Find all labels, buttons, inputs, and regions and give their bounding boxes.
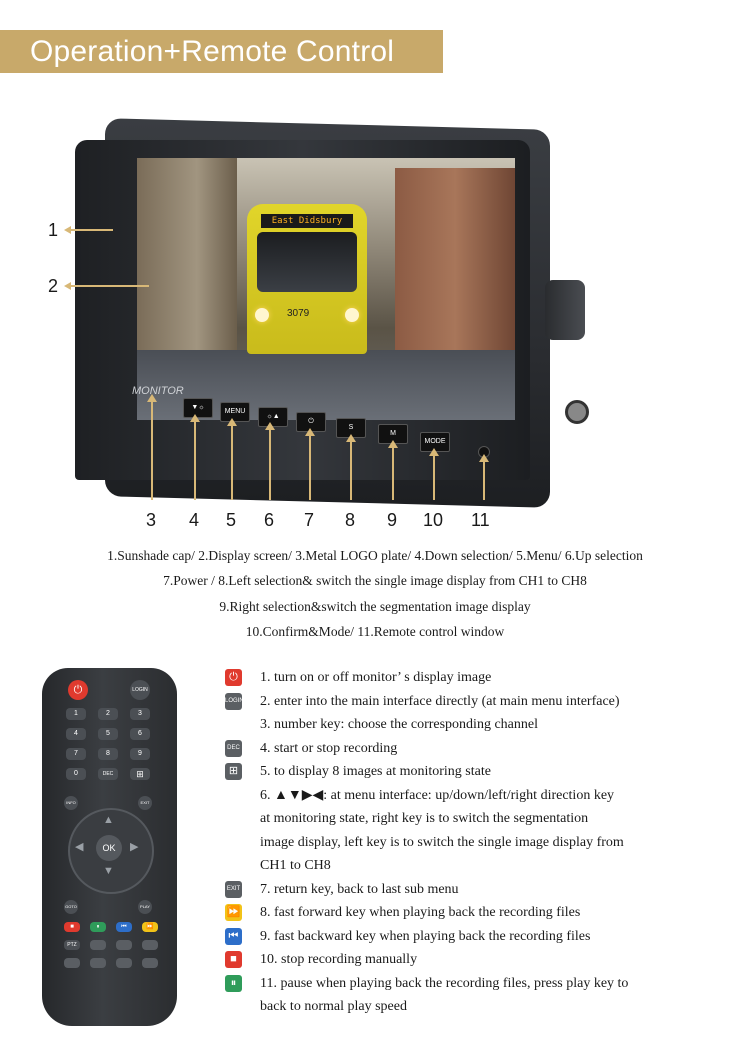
grid-icon: ⊞: [225, 763, 242, 780]
list-item: [225, 995, 745, 1019]
remote-blank-button[interactable]: [116, 958, 132, 968]
callout-arrowhead-3: [147, 394, 157, 402]
callout-arrow-1: [64, 226, 71, 234]
remote-blank-button[interactable]: [142, 958, 158, 968]
exit-icon: EXIT: [225, 881, 242, 898]
callout-line-9: [392, 446, 394, 500]
building-right: [395, 168, 515, 368]
pause-icon: ⏸: [225, 975, 242, 992]
callout-line-4: [194, 420, 196, 500]
title-banner: [0, 30, 443, 73]
remote-digit-5[interactable]: 5: [98, 728, 118, 740]
fast-backward-icon[interactable]: ⏮: [116, 922, 132, 932]
list-item: [225, 760, 745, 784]
remote-blank-button[interactable]: [90, 958, 106, 968]
list-item: [225, 948, 745, 972]
list-item: [225, 831, 745, 855]
remote-blank-button[interactable]: [116, 940, 132, 950]
left-arrow-icon[interactable]: ◀: [75, 841, 84, 853]
tram-sign: East Didsbury: [261, 214, 353, 228]
down-button[interactable]: ▼☼: [183, 398, 213, 418]
list-item-text: CH1 to CH8: [260, 858, 331, 873]
list-item-text: 7. return key, back to last sub menu: [260, 881, 459, 897]
remote-blank-button[interactable]: [142, 940, 158, 950]
callout-line-8: [350, 440, 352, 500]
monitor-illustration: [0, 110, 750, 535]
fast-forward-icon: ⏩: [225, 904, 242, 921]
list-item: [225, 666, 745, 690]
callout-5: 5: [226, 510, 237, 530]
dec-icon: DEC: [225, 740, 242, 757]
callout-line-7: [309, 434, 311, 500]
display-screen: [137, 158, 515, 420]
remote-digit-8[interactable]: 8: [98, 748, 118, 760]
remote-digit-7[interactable]: 7: [66, 748, 86, 760]
remote-digit-4[interactable]: 4: [66, 728, 86, 740]
power-button[interactable]: ⏻: [296, 412, 326, 432]
menu-button[interactable]: MENU: [220, 402, 250, 422]
pause-icon[interactable]: ⏸: [90, 922, 106, 932]
list-item: [225, 737, 745, 761]
tram-headlight-right: [345, 308, 359, 322]
list-item-text: 5. to display 8 images at monitoring state: [260, 764, 491, 779]
callout-arrow-2: [64, 282, 71, 290]
list-item-text: back to normal play speed: [260, 999, 407, 1014]
list-item-text: 4. start or stop recording: [260, 740, 398, 756]
list-item: [225, 901, 745, 925]
list-item: [225, 807, 745, 831]
callout-arrowhead-8: [346, 434, 356, 442]
callout-line-5: [231, 424, 233, 500]
list-item-text: 10. stop recording manually: [260, 952, 418, 967]
callout-7: 7: [304, 510, 315, 530]
remote-function-list: [225, 666, 745, 1019]
remote-login-button[interactable]: LOGIN: [130, 680, 150, 700]
remote-info-button[interactable]: INFO: [64, 796, 78, 810]
callout-arrowhead-7: [305, 428, 315, 436]
list-item: [225, 854, 745, 878]
right-m-button[interactable]: M: [378, 424, 408, 444]
callout-arrowhead-5: [227, 418, 237, 426]
list-item: [225, 925, 745, 949]
callout-1: 1: [48, 220, 59, 240]
stop-icon[interactable]: ■: [64, 922, 80, 932]
left-s-button[interactable]: S: [336, 418, 366, 438]
remote-blank-button[interactable]: [90, 940, 106, 950]
remote-dec-button[interactable]: DEC: [98, 768, 118, 780]
remote-digit-6[interactable]: 6: [130, 728, 150, 740]
callout-4: 4: [189, 510, 200, 530]
remote-digit-9[interactable]: 9: [130, 748, 150, 760]
tram-number: 3079: [287, 308, 310, 319]
down-arrow-icon[interactable]: ▼: [103, 865, 114, 877]
callout-11: 11: [471, 510, 490, 530]
tram-window: [257, 232, 357, 292]
stop-icon: ■: [225, 951, 242, 968]
legend-line-1: 1.Sunshade cap/ 2.Display screen/ 3.Metal LOGO plate/ 4.Down selection/ 5.Menu/ 6.Up selection: [107, 548, 643, 563]
ok-button[interactable]: OK: [96, 835, 122, 861]
login-icon: LOGIN: [225, 693, 242, 710]
power-icon[interactable]: ⏻: [68, 680, 88, 700]
logo-plate: MONITOR: [132, 385, 184, 397]
callout-line-3: [151, 400, 153, 500]
right-arrow-icon[interactable]: ▶: [130, 841, 139, 853]
callout-arrowhead-6: [265, 422, 275, 430]
callout-line-10: [433, 454, 435, 500]
fast-forward-icon[interactable]: ⏩: [142, 922, 158, 932]
list-item-text: 3. number key: choose the corresponding channel: [260, 717, 538, 732]
callout-line-2: [71, 285, 149, 287]
list-item: [225, 972, 745, 996]
mount-bracket: [545, 280, 585, 340]
up-button[interactable]: ☼▲: [258, 407, 288, 427]
fast-backward-icon: ⏮: [225, 928, 242, 945]
up-arrow-icon[interactable]: ▲: [103, 814, 114, 826]
remote-digit-0[interactable]: 0: [66, 768, 86, 780]
grid-icon[interactable]: ⊞: [130, 768, 150, 780]
legend-line-3: 9.Right selection&switch the segmentation image display: [219, 599, 531, 614]
callout-3: 3: [146, 510, 157, 530]
remote-digit-3[interactable]: 3: [130, 708, 150, 720]
list-item: [225, 690, 745, 714]
list-item: [225, 713, 745, 737]
callout-6: 6: [264, 510, 275, 530]
list-item-text: 6. ▲▼▶◀: at menu interface: up/down/left/right direction key: [260, 787, 615, 803]
callout-arrowhead-9: [388, 440, 398, 448]
remote-digit-1[interactable]: 1: [66, 708, 86, 720]
tram: [247, 204, 367, 354]
page-title: Operation+Remote Control: [30, 35, 395, 68]
legend-line-4: 10.Confirm&Mode/ 11.Remote control window: [245, 624, 505, 639]
list-item: [225, 784, 745, 808]
callout-arrowhead-10: [429, 448, 439, 456]
list-item-text: 8. fast forward key when playing back the recording files: [260, 905, 581, 920]
tram-headlight-left: [255, 308, 269, 322]
remote-digit-2[interactable]: 2: [98, 708, 118, 720]
mode-button[interactable]: MODE: [420, 432, 450, 452]
list-item: [225, 878, 745, 902]
callout-9: 9: [387, 510, 398, 530]
callout-arrowhead-11: [479, 454, 489, 462]
callout-8: 8: [345, 510, 356, 530]
legend-line-2: 7.Power / 8.Left selection& switch the single image display from CH1 to CH8: [163, 573, 587, 588]
callout-arrowhead-4: [190, 414, 200, 422]
list-item-text: image display, left key is to switch the single image display from: [260, 834, 624, 850]
remote-goto-button[interactable]: GOTO: [64, 900, 78, 914]
remote-play-button[interactable]: PLAY: [138, 900, 152, 914]
callout-line-1: [71, 229, 113, 231]
remote-exit-button[interactable]: EXIT: [138, 796, 152, 810]
remote-ptz-button[interactable]: PTZ: [64, 940, 80, 950]
list-item-text: 11. pause when playing back the recording files, press play key to: [260, 975, 629, 991]
remote-control: [42, 668, 177, 1026]
mount-knob: [565, 400, 589, 424]
list-item-text: at monitoring state, right key is to switch the segmentation: [260, 811, 589, 826]
remote-blank-button[interactable]: [64, 958, 80, 968]
callout-line-6: [269, 428, 271, 500]
power-icon: ⏻: [225, 669, 242, 686]
list-item-text: 1. turn on or off monitor’ s display image: [260, 670, 492, 685]
callout-line-11: [483, 460, 485, 500]
callout-2: 2: [48, 276, 59, 296]
list-item-text: 9. fast backward key when playing back the recording files: [260, 928, 591, 944]
callout-10: 10: [423, 510, 444, 530]
list-item-text: 2. enter into the main interface directly (at main menu interface): [260, 693, 620, 709]
